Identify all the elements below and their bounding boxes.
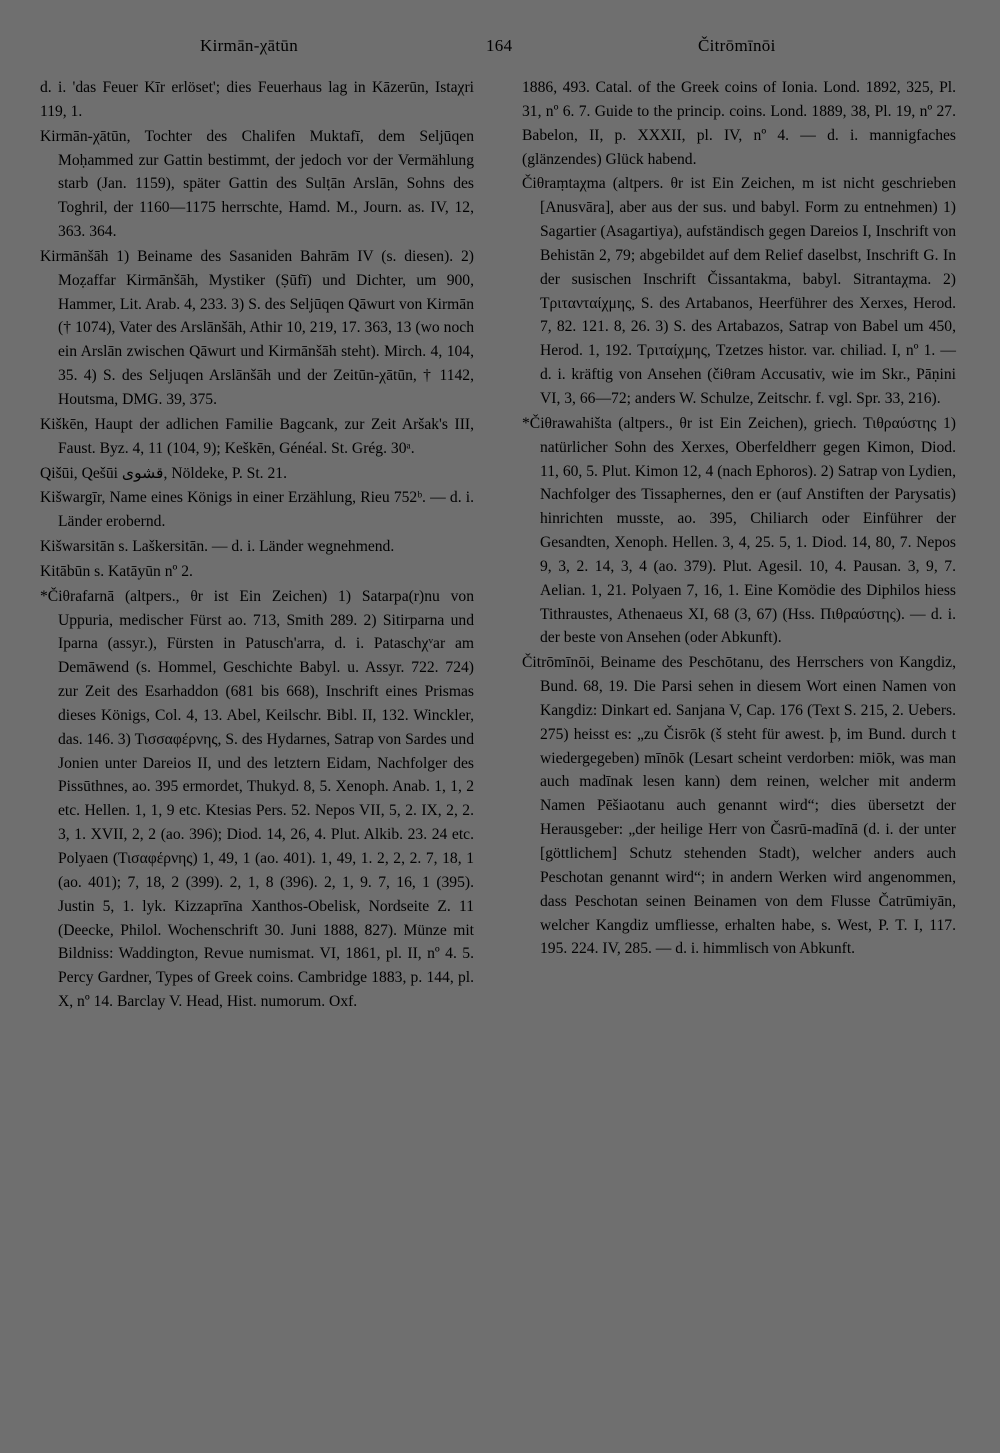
left-column: [40, 76, 474, 1015]
entry-kiswarsitan: Kišwarsitān s. Laškersitān. — d. i. Länder wegnehmend.: [40, 538, 395, 556]
running-head: [40, 36, 960, 60]
entry-kisken: Kiškēn, Haupt der adlichen Familie Bagcank, zur Zeit Aršak's III, Faust. Byz. 4, 11 (104, 9); Keškēn, Généal. St. Grég. 30ᵃ.: [40, 415, 474, 457]
entry-kirman-xatun: Kirmān-χātūn, Tochter des Chalifen Muktafī, dem Seljūqen Moḥammed zur Gattin bestimmt, der jedoch vor der Vermählung starb (Jan. 1159), später Gattin des Sulṭān Arslān, Sohns des Toghril, der 1160—1175 herrschte, Hamd. M., Journ. as. IV, 12, 363. 364.: [40, 127, 474, 241]
entry-continuation: d. i. 'das Feuer Kīr erlöset'; dies Feuerhaus lag in Kāzerūn, Istaχri 119, 1.: [40, 79, 474, 120]
header-right-keyword: Čitrōmīnōi: [698, 36, 776, 55]
entry-kirmansah: Kirmānšāh 1) Beiname des Sasaniden Bahrām IV (s. diesen). 2) Moẓaffar Kirmānšāh, Mystiker (Ṣūfī) und Dichter, um 900, Hammer, Lit. Arab. 4, 233. 3) S. des Seljūqen Qāwurt von Kirmān († 1074), Vater des Arslānšāh, Athir 10, 219, 17. 363, 13 (wo noch ein Arslān zwischen Qāwurt und Kirmānšāh steht). Mirch. 4, 104, 35. 4) S. des Seljuqen Arslānšāh und der Zeitūn-χātūn, † 1142, Houtsma, DMG. 39, 375.: [40, 247, 474, 408]
entry-continuation-right: 1886, 493. Catal. of the Greek coins of Ionia. Lond. 1892, 325, Pl. 31, nº 6. 7. Guide to the princip. coins. Lond. 1889, 38, Pl. 19, nº 27. Babelon, II, p. XXXII, pl. IV, nº 4. — d. i. mannigfaches (glänzendes) Glück habend.: [522, 79, 956, 168]
entry-kiswargir: Kišwargīr, Name eines Königs in einer Erzählung, Rieu 752ᵇ. — d. i. Länder erobernd.: [40, 489, 474, 531]
entry-kitabun: Kitābūn s. Katāyūn nº 2.: [40, 562, 193, 580]
entry-cithramtaxma: Čiθraṃtaχma (altpers. θr ist Ein Zeichen, m ist nicht geschrieben [Anusvāra], aber aus der sus. und babyl. Form zu entnehmen) 1) Sagartier (Asagartiya), aufständisch gegen Dareios I, Inschrift von Behistān 2, 79; abgebildet auf dem Relief daselbst, Inschrift G. In der susischen Inschrift Čissantakma, babyl. Sitrantaχma. 2) Τριτανταίχμης, S. des Artabanos, Heerführer des Xerxes, Herod. 7, 82. 121. 8, 26. 3) S. des Artabazos, Satrap von Babel um 450, Herod. 1, 192. Τριταίχμης, Tzetzes histor. var. chiliad. I, nº 1. — d. i. kräftig von Ansehen (čiθram Accusativ, wie im Skr., Pāṇini VI, 3, 66—72; anders W. Schulze, Zeitschr. f. vgl. Spr. 33, 216).: [522, 175, 956, 407]
header-left-keyword: Kirmān-χātūn: [200, 36, 299, 55]
entry-cithrafarna: *Čiθrafarnā (altpers., θr ist Ein Zeichen) 1) Satarpa(r)nu von Uppuria, medischer Fürst ao. 713, Smith 289. 2) Sitirparna und Iparna (assyr.), Fürsten in Patusch'arra, d. i. Pataschχᵛar am Demāwend (s. Hommel, Geschichte Babyl. u. Assyr. 722. 724) zur Zeit des Esarhaddon (681 bis 668), Inschrift eines Prismas dieses Königs, Col. 4, 13. Abel, Keilschr. Bibl. II, 132. Winckler, das. 146. 3) Τισσαφέρνης, S. des Hydarnes, Satrap von Sardes und Jonien unter Dareios II, und des letztern Eidam, Nachfolger des Pissūthnes, ao. 395 ermordet, Thukyd. 8, 5. Xenoph. Anab. 1, 1, 2 etc. Hellen. 1, 1, 9 etc. Ktesias Pers. 52. Nepos VII, 5, 2. IX, 2, 2. 3, 1. XVII, 2, 2 (ao. 396); Diod. 14, 26, 4. Plut. Alkib. 23. 24 etc. Polyaen (Τισαφέρνης) 1, 49, 1 (ao. 401). 1, 49, 1. 2, 2, 2. 7, 18, 1 (ao. 401); 7, 18, 2 (399). 2, 1, 8 (396). 2, 1, 9. 7, 16, 1 (395). Justin 5, 1. lyk. Kizzaprīna Xanthos-Obelisk, Nordseite Z. 11 (Deecke, Philol. Wochenschrift 30. Juni 1888, 827). Münze mit Bildniss: Waddington, Revue numismat. VI, 1861, pl. II, nº 4. 5. Percy Gardner, Types of Greek coins. Cambridge 1883, p. 144, pl. X, nº 14. Barclay V. Head, Hist. numorum. Oxf.: [40, 587, 474, 1011]
entry-citrominoi: Čitrōmīnōi, Beiname des Peschōtanu, des Herrschers von Kangdiz, Bund. 68, 19. Die Parsi sehen in diesem Wort einen Namen von Kangdiz: Dinkart ed. Sanjana V, Cap. 176 (Text S. 215, 2. Uebers. 275) heisst es: „zu Čisrōk (š steht für awest. þ, im Bund. durch t wiedergegeben) mīnōk (Lesart scheint verdorben: miōk, was man auch madīnak lesen kann) dem reinen, welcher mit anderm Namen Pēšiaotanu auch genannt wird“; dies übersetzt der Herausgeber: „der heilige Herr von Časrū-madīnā (d. i. der unter [göttlichem] Schutz stehenden Stadt), welcher anders auch Peschotan genannt wird“; in andern Werken wird angenommen, dass Peschotan seinen Beinamen von dem Flusse Čatrūmiyān, welcher Kangdiz umfliesse, erhalten habe, s. West, P. T. I, 117. 195. 224. IV, 285. — d. i. himmlisch von Abkunft.: [522, 654, 956, 958]
entry-cithrawahista: *Čiθrawahišta (altpers., θr ist Ein Zeichen), griech. Τιθραύστης 1) natürlicher Sohn des Xerxes, Oberfeldherr gegen Kimon, Diod. 11, 60, 5. Plut. Kimon 12, 4 (nach Ephoros). 2) Satrap von Lydien, Nachfolger des Tissaphernes, den er (auf Anstiften der Parysatis) hinrichten musste, ao. 395, Chiliarch oder Einführer der Gesandten, Xenoph. Hellen. 3, 4, 25. 5, 1. Diod. 14, 80, 7. Nepos 9, 3, 2. 14, 3, 4 (ao. 379). Plut. Agesil. 10, 4. Pausan. 3, 9, 7. Aelian. 1, 21. Polyaen 7, 16, 1. Eine Komödie des Diphilos hiess Tithraustes, Athenaeus XI, 68 (3, 67) (Hss. Πιθραύστης). — d. i. der beste von Ansehen (oder Abkunft).: [522, 414, 956, 647]
page-number: 164: [486, 36, 513, 55]
entry-qisui: Qišūi, Qešūi قشوى, Nöldeke, P. St. 21.: [40, 464, 287, 482]
right-column: [522, 76, 956, 962]
